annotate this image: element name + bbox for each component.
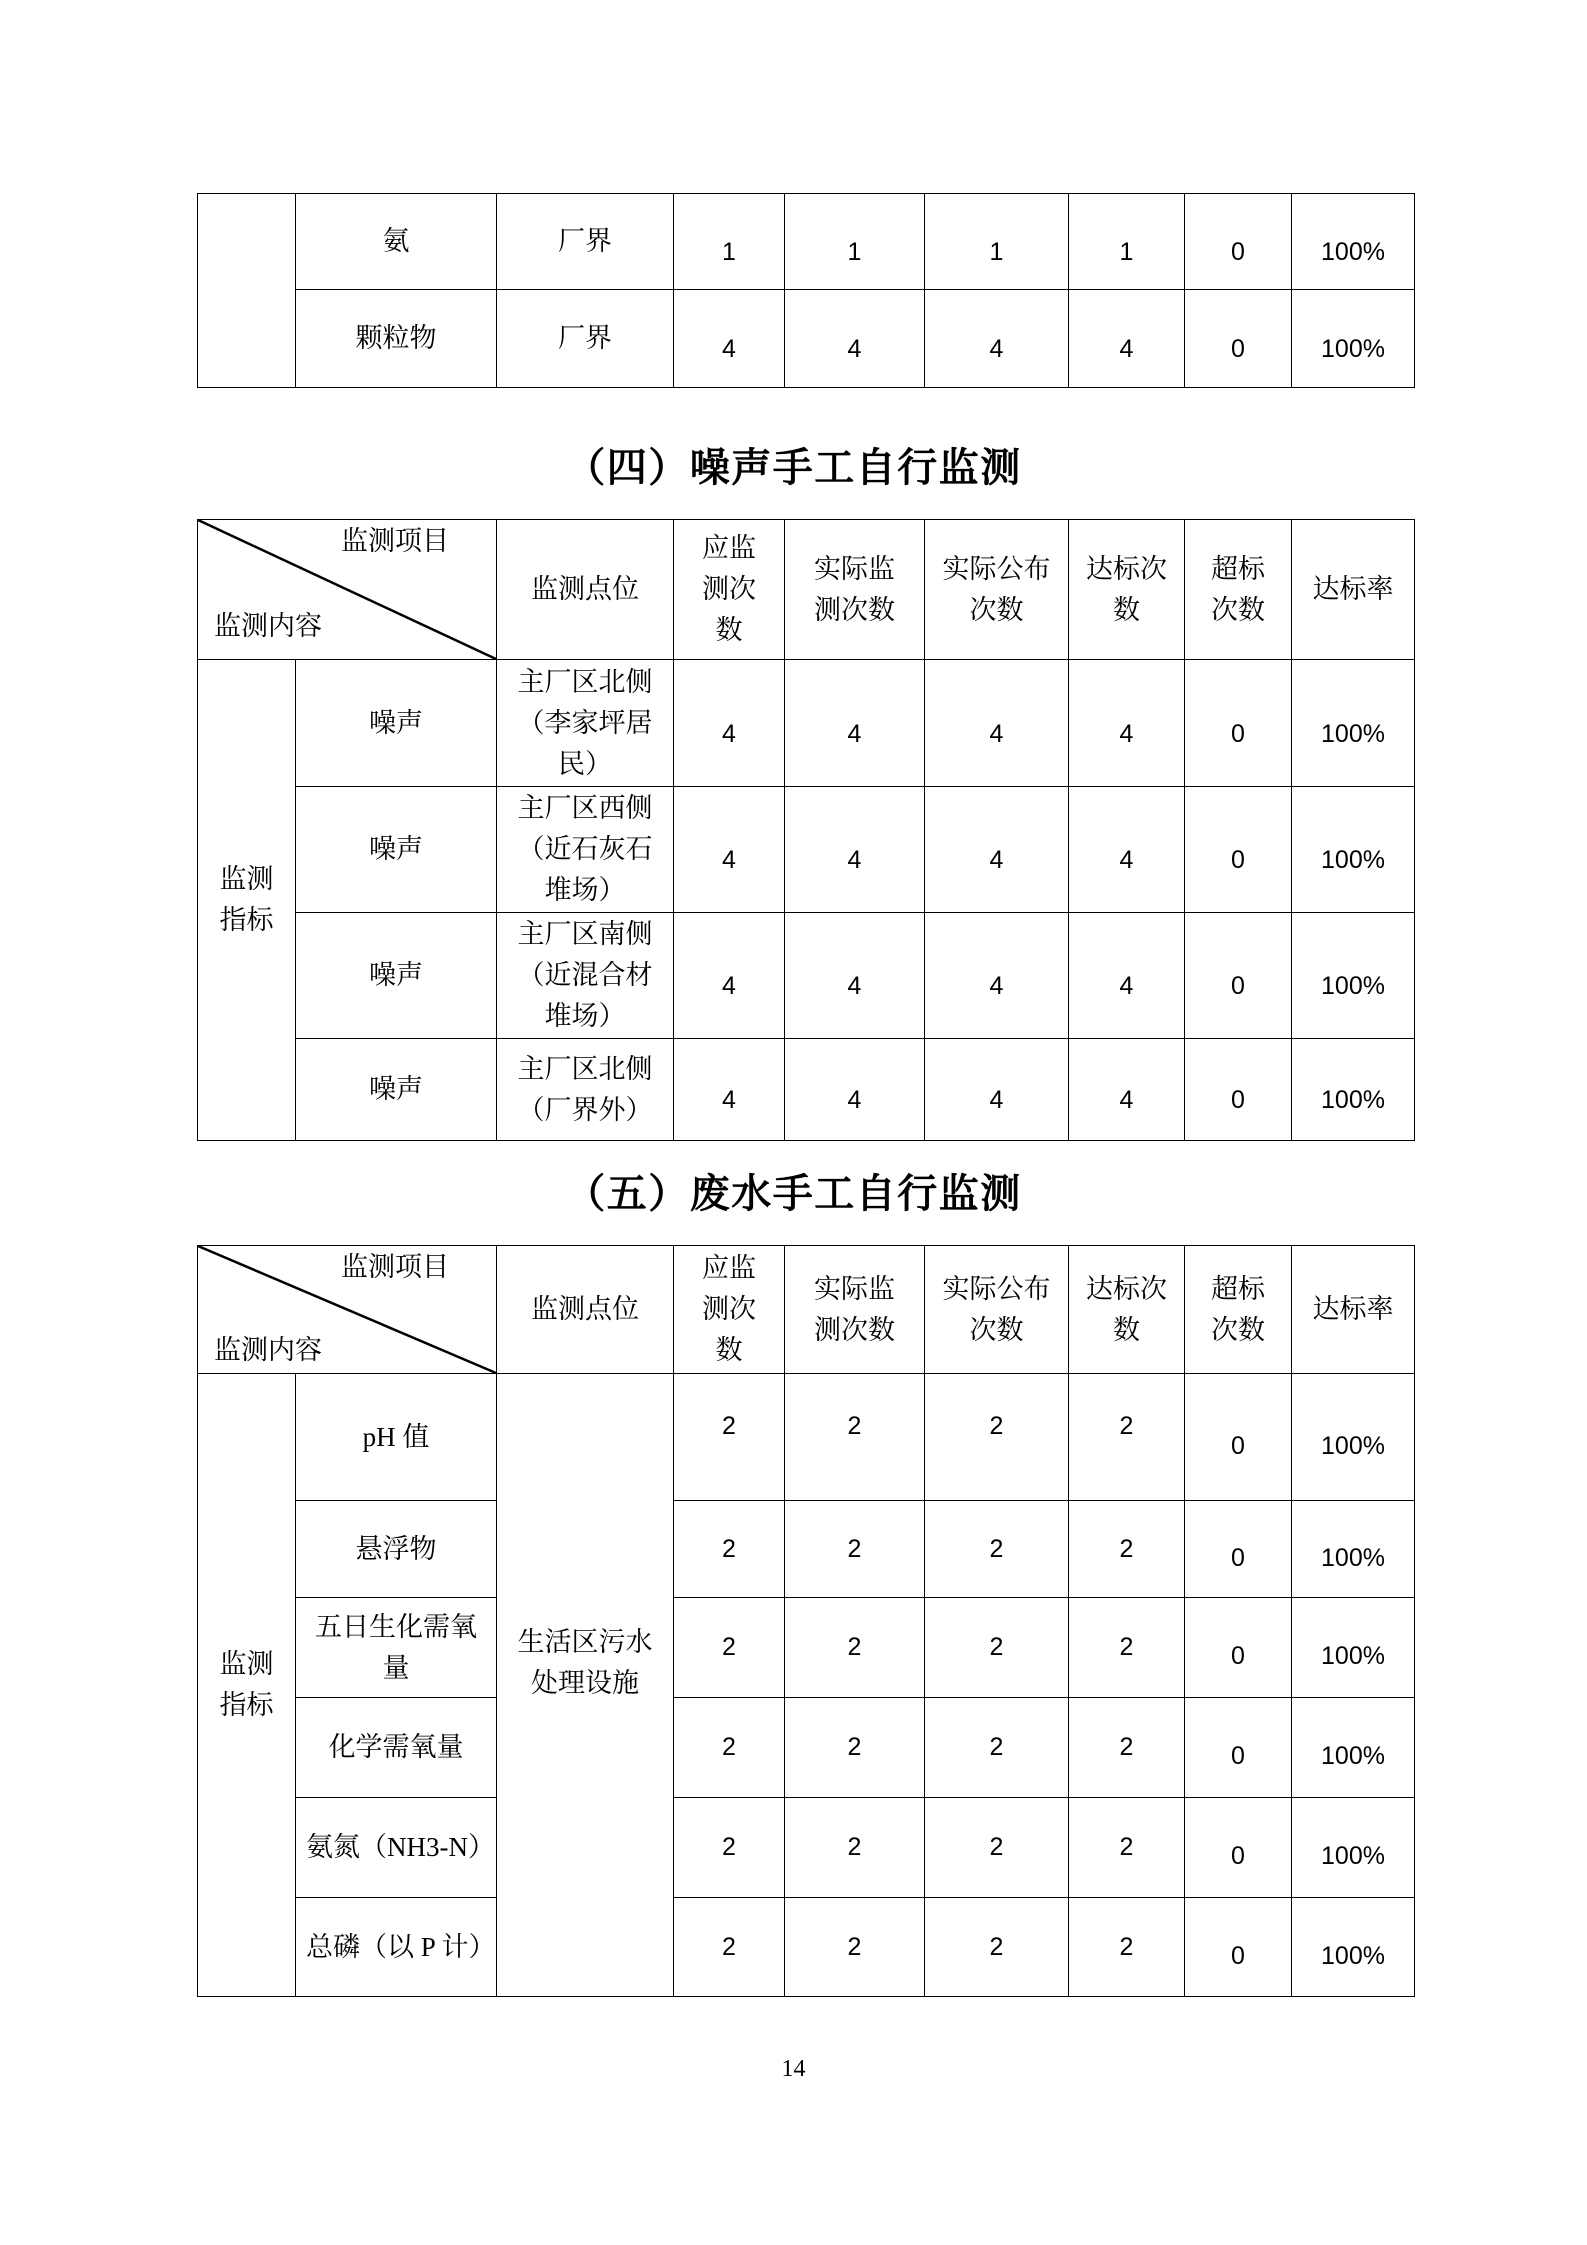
page-number: 14 — [781, 2056, 806, 2082]
actual-count-cell: 2 — [785, 1698, 925, 1798]
table-row — [198, 1798, 1415, 1898]
table-row — [198, 1698, 1415, 1798]
required-count-cell: 2 — [674, 1374, 785, 1501]
header-compliant-count: 达标次数 — [1069, 520, 1185, 660]
point-cell: 主厂区北侧（厂界外） — [497, 1039, 674, 1141]
point-cell: 主厂区南侧（近混合材堆场） — [497, 913, 674, 1039]
table-row — [198, 1898, 1415, 1997]
required-count-cell: 1 — [674, 194, 785, 290]
item-cell: 化学需氧量 — [296, 1698, 497, 1798]
compliance-rate-cell: 100% — [1292, 1898, 1415, 1997]
item-cell: 氨 — [296, 194, 497, 290]
compliance-rate-cell: 100% — [1292, 787, 1415, 913]
section-heading-wastewater: （五）废水手工自行监测 — [565, 1171, 1022, 1216]
point-cell: 厂界 — [497, 194, 674, 290]
actual-count-cell: 2 — [785, 1374, 925, 1501]
compliance-rate-cell: 100% — [1292, 1039, 1415, 1141]
table-header-row — [198, 520, 1415, 660]
actual-count-cell: 2 — [785, 1798, 925, 1898]
exceeded-count-cell: 0 — [1185, 1798, 1292, 1898]
compliant-count-cell: 4 — [1069, 913, 1185, 1039]
required-count-cell: 2 — [674, 1598, 785, 1698]
required-count-cell: 4 — [674, 913, 785, 1039]
compliance-rate-cell: 100% — [1292, 1374, 1415, 1501]
required-count-cell: 4 — [674, 1039, 785, 1141]
item-cell: 噪声 — [296, 660, 497, 787]
exceeded-count-cell: 0 — [1185, 1598, 1292, 1698]
compliance-rate-cell: 100% — [1292, 290, 1415, 388]
item-cell: 氨氮（NH3-N） — [296, 1798, 497, 1898]
exceeded-count-cell: 0 — [1185, 787, 1292, 913]
published-count-cell: 4 — [925, 913, 1069, 1039]
table-row — [198, 1374, 1415, 1501]
item-cell: 总磷（以 P 计） — [296, 1898, 497, 1997]
compliance-rate-cell: 100% — [1292, 194, 1415, 290]
compliant-count-cell: 2 — [1069, 1598, 1185, 1698]
exceeded-count-cell: 0 — [1185, 194, 1292, 290]
compliant-count-cell: 1 — [1069, 194, 1185, 290]
header-compliance-rate: 达标率 — [1292, 1246, 1415, 1374]
compliant-count-cell: 4 — [1069, 660, 1185, 787]
exceeded-count-cell: 0 — [1185, 913, 1292, 1039]
published-count-cell: 4 — [925, 787, 1069, 913]
exceeded-count-cell: 0 — [1185, 1898, 1292, 1997]
compliant-count-cell: 2 — [1069, 1374, 1185, 1501]
category-cell — [198, 194, 296, 388]
published-count-cell: 2 — [925, 1798, 1069, 1898]
section-heading-noise: （四）噪声手工自行监测 — [565, 445, 1022, 490]
header-compliant-count: 达标次数 — [1069, 1246, 1185, 1374]
table-row — [198, 787, 1415, 913]
required-count-cell: 4 — [674, 290, 785, 388]
header-exceeded-count: 超标次数 — [1185, 1246, 1292, 1374]
table-row — [198, 1598, 1415, 1698]
table-row — [198, 1501, 1415, 1598]
published-count-cell: 2 — [925, 1698, 1069, 1798]
item-cell: 噪声 — [296, 913, 497, 1039]
published-count-cell: 2 — [925, 1898, 1069, 1997]
exceeded-count-cell: 0 — [1185, 660, 1292, 787]
compliance-rate-cell: 100% — [1292, 1501, 1415, 1598]
required-count-cell: 4 — [674, 787, 785, 913]
header-required-count: 应监测次数 — [674, 520, 785, 660]
header-exceeded-count: 超标次数 — [1185, 520, 1292, 660]
point-cell: 主厂区北侧（李家坪居民） — [497, 660, 674, 787]
compliance-rate-cell: 100% — [1292, 1598, 1415, 1698]
table-row — [198, 194, 1415, 290]
published-count-cell: 4 — [925, 660, 1069, 787]
actual-count-cell: 4 — [785, 1039, 925, 1141]
published-count-cell: 4 — [925, 290, 1069, 388]
required-count-cell: 2 — [674, 1898, 785, 1997]
compliance-rate-cell: 100% — [1292, 913, 1415, 1039]
compliant-count-cell: 4 — [1069, 1039, 1185, 1141]
actual-count-cell: 4 — [785, 913, 925, 1039]
header-actual-count: 实际监测次数 — [785, 1246, 925, 1374]
actual-count-cell: 2 — [785, 1898, 925, 1997]
compliance-rate-cell: 100% — [1292, 1798, 1415, 1898]
table-row — [198, 1039, 1415, 1141]
published-count-cell: 2 — [925, 1374, 1069, 1501]
wastewater-table — [197, 1245, 1415, 1997]
actual-count-cell: 4 — [785, 660, 925, 787]
item-cell: 五日生化需氧量 — [296, 1598, 497, 1698]
item-cell: 噪声 — [296, 787, 497, 913]
header-point: 监测点位 — [497, 1246, 674, 1374]
required-count-cell: 2 — [674, 1798, 785, 1898]
category-cell: 监测指标 — [198, 660, 296, 1141]
continued-table — [197, 193, 1415, 388]
header-point: 监测点位 — [497, 520, 674, 660]
exceeded-count-cell: 0 — [1185, 290, 1292, 388]
compliance-rate-cell: 100% — [1292, 660, 1415, 787]
exceeded-count-cell: 0 — [1185, 1374, 1292, 1501]
published-count-cell: 1 — [925, 194, 1069, 290]
table-row — [198, 660, 1415, 787]
exceeded-count-cell: 0 — [1185, 1698, 1292, 1798]
item-cell: 颗粒物 — [296, 290, 497, 388]
diagonal-header-cell — [198, 1246, 497, 1374]
header-content-label: 监测内容 — [214, 611, 322, 641]
item-cell: pH 值 — [296, 1374, 497, 1501]
published-count-cell: 2 — [925, 1598, 1069, 1698]
point-cell: 厂界 — [497, 290, 674, 388]
header-required-count: 应监测次数 — [674, 1246, 785, 1374]
point-cell: 生活区污水处理设施 — [497, 1374, 674, 1997]
table-row — [198, 913, 1415, 1039]
point-cell: 主厂区西侧（近石灰石堆场） — [497, 787, 674, 913]
compliant-count-cell: 2 — [1069, 1898, 1185, 1997]
compliant-count-cell: 4 — [1069, 787, 1185, 913]
published-count-cell: 2 — [925, 1501, 1069, 1598]
header-published-count: 实际公布次数 — [925, 1246, 1069, 1374]
item-cell: 噪声 — [296, 1039, 497, 1141]
item-cell: 悬浮物 — [296, 1501, 497, 1598]
header-actual-count: 实际监测次数 — [785, 520, 925, 660]
table-header-row — [198, 1246, 1415, 1374]
exceeded-count-cell: 0 — [1185, 1039, 1292, 1141]
actual-count-cell: 2 — [785, 1501, 925, 1598]
compliant-count-cell: 2 — [1069, 1698, 1185, 1798]
actual-count-cell: 1 — [785, 194, 925, 290]
required-count-cell: 4 — [674, 660, 785, 787]
actual-count-cell: 4 — [785, 787, 925, 913]
table-row — [198, 290, 1415, 388]
category-cell: 监测指标 — [198, 1374, 296, 1997]
actual-count-cell: 4 — [785, 290, 925, 388]
required-count-cell: 2 — [674, 1501, 785, 1598]
header-content-label: 监测内容 — [214, 1335, 322, 1365]
compliant-count-cell: 2 — [1069, 1501, 1185, 1598]
header-item-label: 监测项目 — [341, 1252, 449, 1282]
noise-table — [197, 519, 1415, 1141]
compliant-count-cell: 4 — [1069, 290, 1185, 388]
compliance-rate-cell: 100% — [1292, 1698, 1415, 1798]
compliant-count-cell: 2 — [1069, 1798, 1185, 1898]
actual-count-cell: 2 — [785, 1598, 925, 1698]
header-item-label: 监测项目 — [341, 526, 449, 556]
exceeded-count-cell: 0 — [1185, 1501, 1292, 1598]
published-count-cell: 4 — [925, 1039, 1069, 1141]
diagonal-header-cell — [198, 520, 497, 660]
header-compliance-rate: 达标率 — [1292, 520, 1415, 660]
required-count-cell: 2 — [674, 1698, 785, 1798]
header-published-count: 实际公布次数 — [925, 520, 1069, 660]
